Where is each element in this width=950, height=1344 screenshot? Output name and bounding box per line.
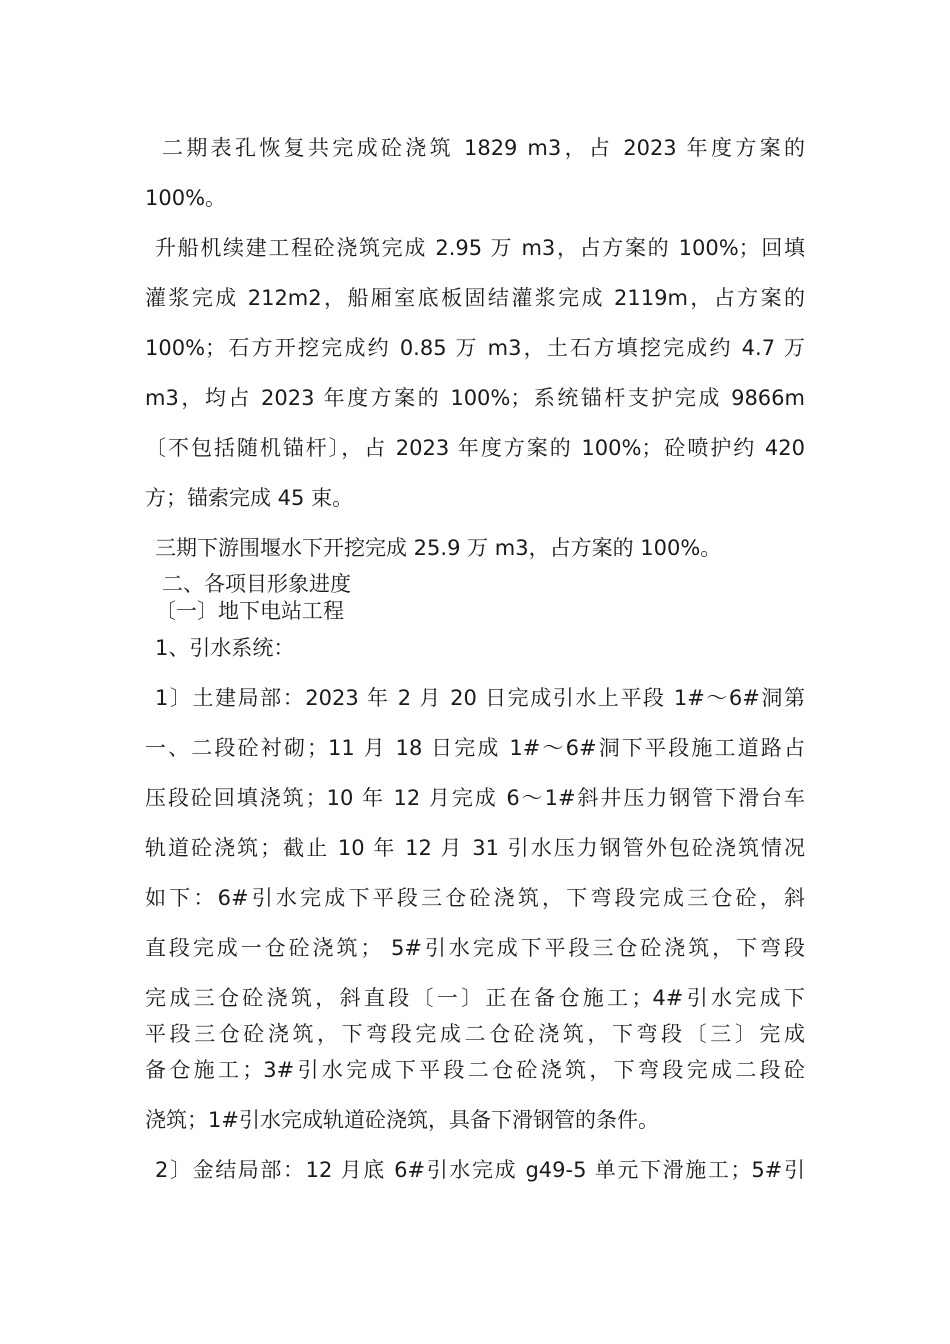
item-heading: 1、引水系统：: [155, 636, 295, 660]
text-line: 方；锚索完成 45 束。: [145, 486, 354, 510]
text-line: 完成三仓砼浇筑，斜直段〔一〕正在备仓施工；4#引水完成下: [145, 986, 805, 1010]
text-line: 2〕金结局部：12 月底 6#引水完成 g49-5 单元下滑施工；5#引: [155, 1158, 805, 1182]
text-line: 压段砼回填浇筑；10 年 12 月完成 6～1#斜井压力钢管下滑台车: [145, 786, 805, 810]
text-line: 100%。: [145, 186, 227, 210]
text-line: 三期下游围堰水下开挖完成 25.9 万 m3，占方案的 100%。: [155, 536, 722, 560]
text-line: 如下：6#引水完成下平段三仓砼浇筑，下弯段完成三仓砼，斜: [145, 886, 805, 910]
text-line: 一、二段砼衬砌；11 月 18 日完成 1#～6#洞下平段施工道路占: [145, 736, 805, 760]
text-line: 轨道砼浇筑；截止 10 年 12 月 31 引水压力钢管外包砼浇筑情况: [145, 836, 805, 860]
text-line: 〔不包括随机锚杆〕，占 2023 年度方案的 100%；砼喷护约 420: [145, 436, 805, 460]
text-line: 浇筑；1#引水完成轨道砼浇筑，具备下滑钢管的条件。: [145, 1108, 659, 1132]
text-line: 100%；石方开挖完成约 0.85 万 m3，土石方填挖完成约 4.7 万: [145, 336, 805, 360]
section-heading: 二、各项目形象进度: [162, 572, 351, 596]
text-line: 备仓施工；3#引水完成下平段二仓砼浇筑，下弯段完成二段砼: [145, 1058, 805, 1082]
text-line: m3，均占 2023 年度方案的 100%；系统锚杆支护完成 9866m: [145, 386, 805, 410]
text-line: 平段三仓砼浇筑，下弯段完成二仓砼浇筑，下弯段〔三〕完成: [145, 1022, 805, 1046]
text-line: 灌浆完成 212m2，船厢室底板固结灌浆完成 2119m，占方案的: [145, 286, 805, 310]
subsection-heading: 〔一〕地下电站工程: [155, 599, 344, 623]
text-line: 直段完成一仓砼浇筑； 5#引水完成下平段三仓砼浇筑，下弯段: [145, 936, 805, 960]
text-line: 二期表孔恢复共完成砼浇筑 1829 m3，占 2023 年度方案的: [162, 136, 805, 160]
text-line: 升船机续建工程砼浇筑完成 2.95 万 m3，占方案的 100%；回填: [155, 236, 805, 260]
text-line: 1〕土建局部：2023 年 2 月 20 日完成引水上平段 1#～6#洞第: [155, 686, 805, 710]
